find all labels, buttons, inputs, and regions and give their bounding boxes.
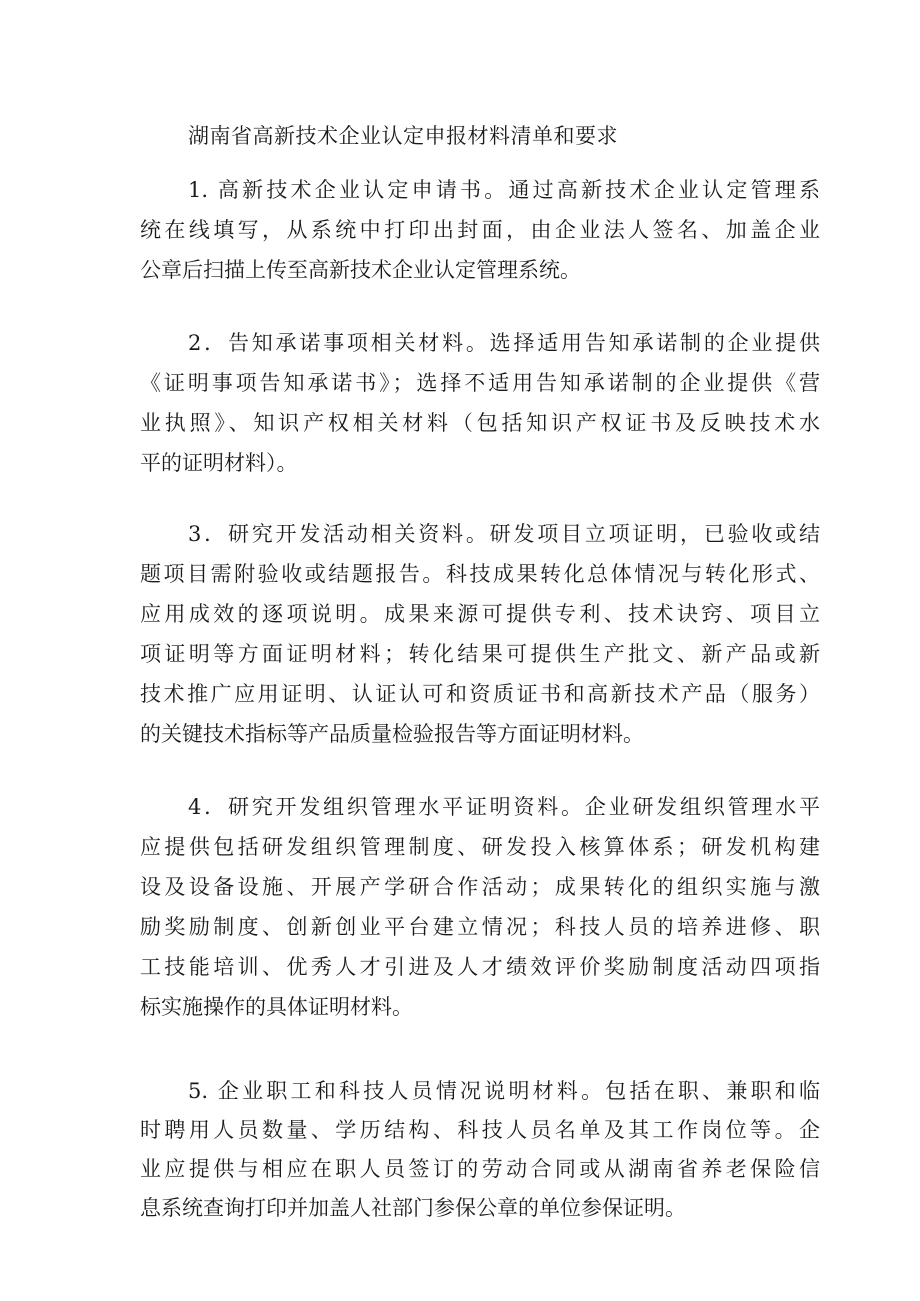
paragraph-5-staff-materials bbox=[140, 1072, 820, 1228]
paragraph-line: 息系统查询打印并加盖人社部门参保公章的单位参保证明。 bbox=[140, 1196, 686, 1220]
paragraph-line: 3．研究开发活动相关资料。研发项目立项证明，已验收或结 bbox=[188, 522, 820, 546]
document-title: 湖南省高新技术企业认定申报材料清单和要求 bbox=[188, 124, 618, 148]
paragraph-line: 励奖励制度、创新创业平台建立情况；科技人员的培养进修、职 bbox=[140, 915, 820, 939]
paragraph-line: 2．告知承诺事项相关材料。选择适用告知承诺制的企业提供 bbox=[188, 331, 820, 355]
paragraph-line: 《证明事项告知承诺书》；选择不适用告知承诺制的企业提供《营 bbox=[140, 371, 820, 395]
paragraph-1-application-form bbox=[140, 170, 820, 290]
paragraph-4-rd-management-materials bbox=[140, 787, 820, 1027]
paragraph-line: 业执照》、知识产权相关材料（包括知识产权证书及反映技术水 bbox=[140, 411, 820, 435]
paragraph-line: 题项目需附验收或结题报告。科技成果转化总体情况与转化形式、 bbox=[140, 562, 820, 586]
paragraph-line: 时聘用人员数量、学历结构、科技人员名单及其工作岗位等。企 bbox=[140, 1118, 820, 1142]
paragraph-line: 公章后扫描上传至高新技术企业认定管理系统。 bbox=[140, 258, 581, 282]
paragraph-line: 应提供包括研发组织管理制度、研发投入核算体系；研发机构建 bbox=[140, 835, 820, 859]
paragraph-line: 标实施操作的具体证明材料。 bbox=[140, 995, 413, 1019]
paragraph-line: 工技能培训、优秀人才引进及人才绩效评价奖励制度活动四项指 bbox=[140, 955, 820, 979]
paragraph-line: 1. 高新技术企业认定申请书。通过高新技术企业认定管理系 bbox=[188, 178, 820, 202]
paragraph-line: 设及设备设施、开展产学研合作活动；成果转化的组织实施与激 bbox=[140, 875, 820, 899]
paragraph-line: 统在线填写，从系统中打印出封面，由企业法人签名、加盖企业 bbox=[140, 218, 820, 242]
paragraph-line: 5. 企业职工和科技人员情况说明材料。包括在职、兼职和临 bbox=[188, 1079, 820, 1103]
paragraph-line: 业应提供与相应在职人员签订的劳动合同或从湖南省养老保险信 bbox=[140, 1157, 820, 1181]
paragraph-line: 项证明等方面证明材料；转化结果可提供生产批文、新产品或新 bbox=[140, 642, 820, 666]
paragraph-line: 4．研究开发组织管理水平证明资料。企业研发组织管理水平 bbox=[188, 795, 820, 819]
paragraph-line: 平的证明材料）。 bbox=[140, 451, 298, 475]
paragraph-2-commitment-materials bbox=[140, 323, 820, 483]
paragraph-3-rd-activity-materials bbox=[140, 514, 820, 754]
paragraph-line: 应用成效的逐项说明。成果来源可提供专利、技术诀窍、项目立 bbox=[140, 602, 820, 626]
paragraph-line: 的关键技术指标等产品质量检验报告等方面证明材料。 bbox=[140, 722, 644, 746]
paragraph-line: 技术推广应用证明、认证认可和资质证书和高新技术产品（服务） bbox=[140, 682, 820, 706]
